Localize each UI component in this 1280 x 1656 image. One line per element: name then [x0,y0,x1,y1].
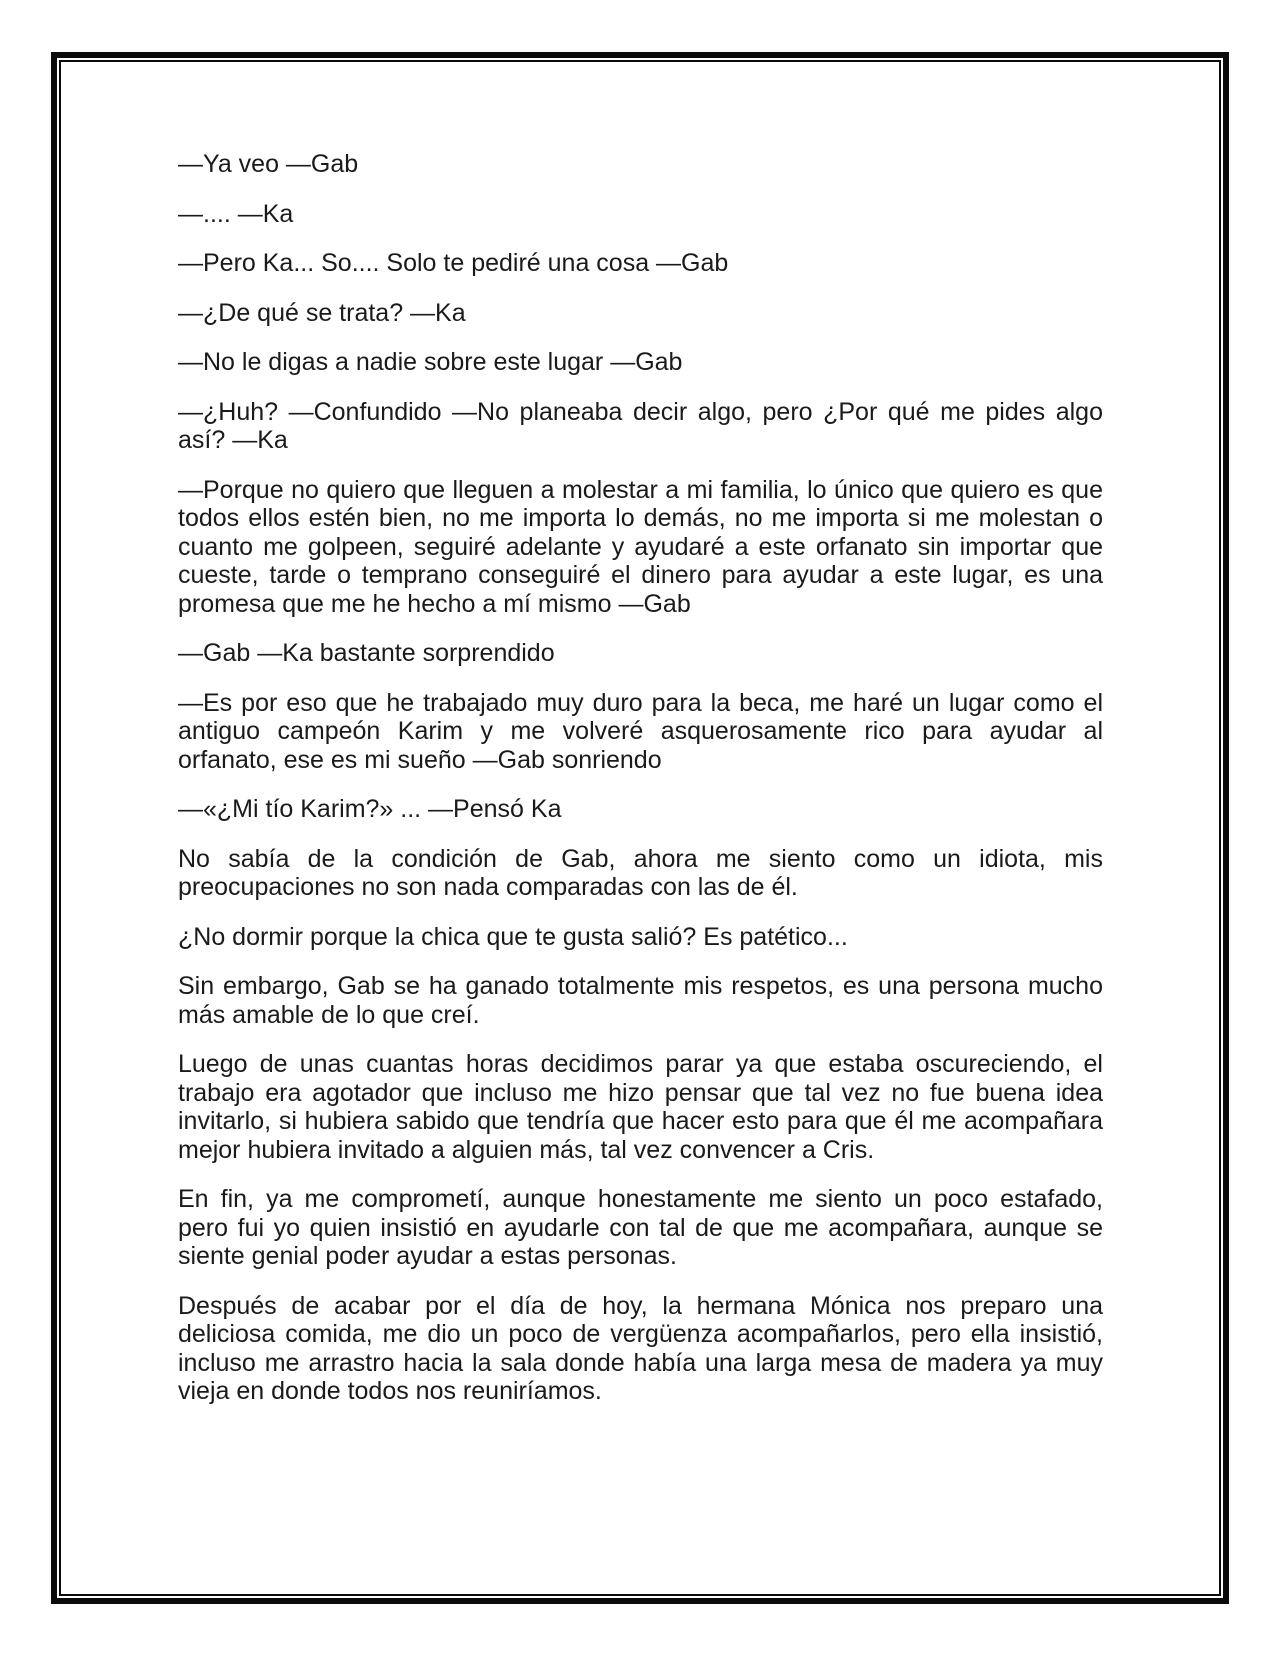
paragraph-dialogue: —Pero Ka... So.... Solo te pediré una cosa —Gab [178,249,729,277]
paragraph-dialogue: —Gab —Ka bastante sorprendido [178,639,555,667]
paragraph-dialogue: —Es por eso que he trabajado muy duro para la beca, me haré un lugar como el antiguo campeón Karim y me volveré asquerosamente rico para ayudar al orfanato, ese es mi sueño —Gab sonriendo [178,688,1103,774]
paragraph-narration: Luego de unas cuantas horas decidimos parar ya que estaba oscureciendo, el trabajo era agotador que incluso me hizo pensar que tal vez no fue buena idea invitarlo, si hubiera sabido que tendría que hacer esto para que él me acompañara mejor hubiera invitado a alguien más, tal vez convencer a Cris. [178,1050,1103,1164]
page-content [178,150,1103,1427]
paragraph-narration: ¿No dormir porque la chica que te gusta salió? Es patético... [178,922,848,951]
paragraph-dialogue: —¿De qué se trata? —Ka [178,298,466,327]
paragraph-dialogue: —Ya veo —Gab [178,150,359,178]
paragraph-dialogue: —Porque no quiero que lleguen a molestar a mi familia, lo único que quiero es que todos ellos estén bien, no me importa lo demás, no me importa si me molestan o cuanto me golpeen, seguiré adelante y ayudaré a este orfanato sin importar que cueste, tarde o temprano conseguiré el dinero para ayudar a este lugar, es una promesa que me he hecho a mí mismo —Gab [178,475,1103,618]
paragraph-dialogue: —.... —Ka [178,199,294,228]
paragraph-narration: Sin embargo, Gab se ha ganado totalmente mis respetos, es una persona mucho más amable de lo que creí. [178,972,1103,1029]
paragraph-dialogue: —¿Huh? —Confundido —No planeaba decir algo, pero ¿Por qué me pides algo así? —Ka [178,397,1103,454]
paragraph-dialogue: —«¿Mi tío Karim?» ... —Pensó Ka [178,795,562,823]
paragraph-narration: En fin, ya me comprometí, aunque honestamente me siento un poco estafado, pero fui yo quien insistió en ayudarle con tal de que me acompañara, aunque se siente genial poder ayudar a estas personas. [178,1185,1103,1270]
paragraph-narration: No sabía de la condición de Gab, ahora me siento como un idiota, mis preocupaciones no son nada comparadas con las de él. [178,844,1103,901]
paragraph-dialogue: —No le digas a nadie sobre este lugar —Gab [178,348,683,376]
paragraph-narration: Después de acabar por el día de hoy, la hermana Mónica nos preparo una deliciosa comida, me dio un poco de vergüenza acompañarlos, pero ella insistió, incluso me arrastro hacia la sala donde había una larga mesa de madera ya muy vieja en donde todos nos reuniríamos. [178,1291,1103,1405]
